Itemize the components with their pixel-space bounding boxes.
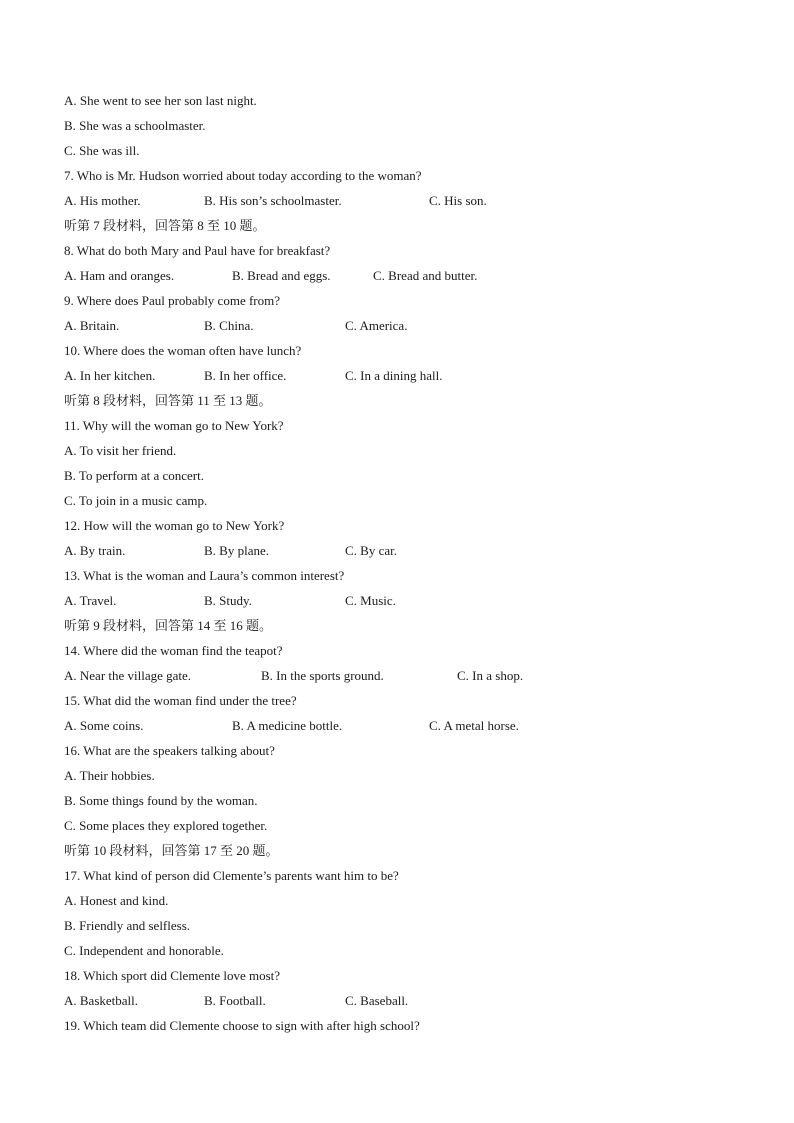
option-c: C. His son. — [429, 193, 487, 208]
option-b: B. By plane. — [204, 543, 269, 558]
section-instruction: 听第 9 段材料，回答第 14 至 16 题。 — [64, 618, 273, 633]
option-a: A. Their hobbies. — [64, 768, 155, 783]
question-11: 11. Why will the woman go to New York? — [64, 418, 284, 433]
option-a: A. Ham and oranges. — [64, 268, 175, 283]
option-a: A. By train. — [64, 543, 126, 558]
section-instruction: 听第 7 段材料，回答第 8 至 10 题。 — [64, 218, 266, 233]
option-b: B. In her office. — [204, 368, 287, 383]
question-7: 7. Who is Mr. Hudson worried about today according to the woman? — [64, 168, 422, 183]
question-12: 12. How will the woman go to New York? — [64, 518, 285, 533]
option-c: C. In a shop. — [457, 668, 524, 683]
option-a: A. Travel. — [64, 593, 117, 608]
question-17: 17. What kind of person did Clemente’s parents want him to be? — [64, 868, 399, 883]
option-line: A. She went to see her son last night. — [64, 93, 257, 108]
option-line: C. She was ill. — [64, 143, 140, 158]
question-14: 14. Where did the woman find the teapot? — [64, 643, 283, 658]
option-b: B. A medicine bottle. — [232, 718, 343, 733]
option-a: A. Some coins. — [64, 718, 144, 733]
option-c: C. Independent and honorable. — [64, 943, 224, 958]
option-b: B. To perform at a concert. — [64, 468, 204, 483]
question-16: 16. What are the speakers talking about? — [64, 743, 275, 758]
option-a: A. In her kitchen. — [64, 368, 156, 383]
question-18: 18. Which sport did Clemente love most? — [64, 968, 281, 983]
option-c: C. Some places they explored together. — [64, 818, 268, 833]
option-line: B. She was a schoolmaster. — [64, 118, 206, 133]
option-b: B. Friendly and selfless. — [64, 918, 191, 933]
question-9: 9. Where does Paul probably come from? — [64, 293, 280, 308]
section-instruction: 听第 10 段材料，回答第 17 至 20 题。 — [64, 843, 279, 858]
option-c: C. A metal horse. — [429, 718, 519, 733]
option-b: B. Study. — [204, 593, 252, 608]
option-b: B. Football. — [204, 993, 266, 1008]
option-c: C. America. — [345, 318, 408, 333]
option-b: B. In the sports ground. — [261, 668, 384, 683]
question-13: 13. What is the woman and Laura’s common interest? — [64, 568, 345, 583]
option-b: B. Some things found by the woman. — [64, 793, 258, 808]
option-c: C. By car. — [345, 543, 397, 558]
option-b: B. Bread and eggs. — [232, 268, 331, 283]
question-8: 8. What do both Mary and Paul have for breakfast? — [64, 243, 331, 258]
option-a: A. His mother. — [64, 193, 141, 208]
question-19: 19. Which team did Clemente choose to sign with after high school? — [64, 1018, 420, 1033]
section-instruction: 听第 8 段材料，回答第 11 至 13 题。 — [64, 393, 272, 408]
option-a: A. Britain. — [64, 318, 120, 333]
question-15: 15. What did the woman find under the tree? — [64, 693, 297, 708]
option-a: A. To visit her friend. — [64, 443, 177, 458]
option-c: C. Baseball. — [345, 993, 409, 1008]
option-b: B. His son’s schoolmaster. — [204, 193, 342, 208]
option-c: C. Bread and butter. — [373, 268, 478, 283]
question-10: 10. Where does the woman often have lunch? — [64, 343, 302, 358]
option-a: A. Near the village gate. — [64, 668, 192, 683]
option-c: C. Music. — [345, 593, 396, 608]
option-c: C. To join in a music camp. — [64, 493, 208, 508]
option-a: A. Honest and kind. — [64, 893, 169, 908]
option-b: B. China. — [204, 318, 254, 333]
option-c: C. In a dining hall. — [345, 368, 443, 383]
option-a: A. Basketball. — [64, 993, 139, 1008]
